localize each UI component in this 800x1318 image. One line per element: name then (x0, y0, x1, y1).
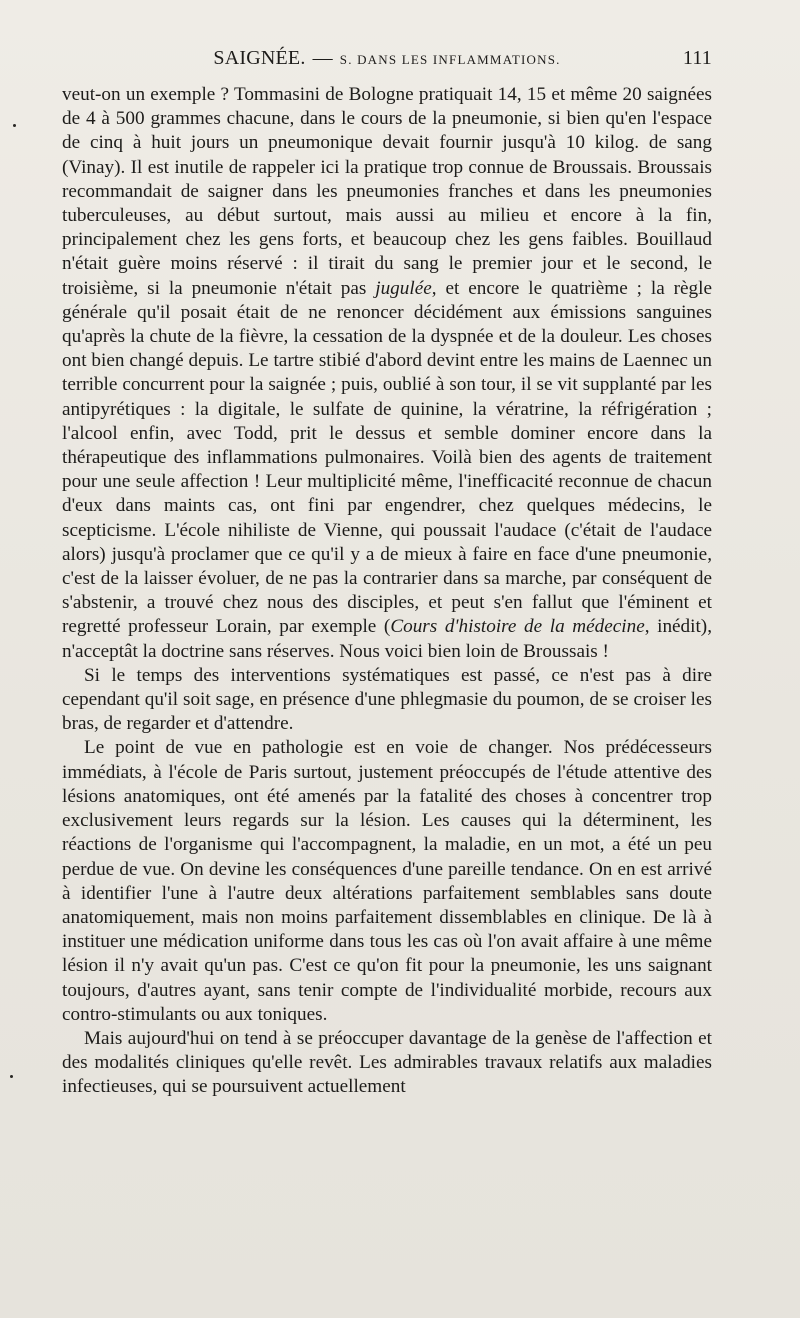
italic-run: jugulée (375, 277, 432, 299)
text-run: , inédit), n'acceptât la doctrine sans réserves. Nous voici bien loin de Broussais ! (62, 616, 712, 662)
margin-speck (10, 1075, 13, 1078)
running-head (62, 47, 712, 73)
page-number: 111 (682, 47, 712, 69)
paragraph-3 (62, 736, 712, 1026)
margin-speck (13, 124, 16, 127)
running-title-dash: — (312, 47, 333, 69)
text-run: Le point de vue en pathologie est en voie de changer. Nos prédécesseurs immédiats, à l'école de Paris surtout, justement préoccupés de l'étude attentive des lésions anatomiques, ont été amenés par la fatalité des choses à concentrer trop exclusivement leurs regards sur la lésion. Les causes qui la déterminent, les réactions de l'organisme qui l'accompagnent, la maladie, en un mot, a été un peu perdue de vue. On devine les conséquences d'une pareille tendance. On en est arrivé à identifier l'une à l'autre deux altérations parfaitement semblables sans doute anatomiquement, mais non moins parfaitement dissemblables en clinique. De là à instituer une médication uniforme dans tous les cas où l'on avait affaire à une même lésion il n'y avait qu'un pas. C'est ce qu'on fit pour la pneumonie, les uns saignant toujours, d'autres ayant, sans tenir compte de l'individualité morbide, recours aux contro-stimulants ou aux toniques. (62, 737, 712, 1025)
running-title-main: SAIGNÉE. (213, 47, 306, 69)
text-run: Mais aujourd'hui on tend à se préoccuper davantage de la genèse de l'affection et des modalités cliniques qu'elle revêt. Les admirables travaux relatifs aux maladies infectieuses, qui se poursuivent actuellement (62, 1027, 712, 1098)
paragraph-1 (62, 83, 712, 664)
body-text (62, 83, 712, 1100)
text-run: veut-on un exemple ? Tommasini de Bologne pratiquait 14, 15 et même 20 saignées de 4 à 500 grammes chacune, dans le cours de la pneumonie, si bien qu'en l'espace de cinq à huit jours un pneumonique devait fournir jusqu'à 10 kilog. de sang (Vinay). Il est inutile de rappeler ici la pratique trop connue de Broussais. Broussais recommandait de saigner dans les pneumonies franches et dans les pneumonies tuberculeuses, au début surtout, mais aussi au milieu et encore à la fin, principalement chez les gens forts, et beaucoup chez les gens faibles. Bouillaud n'était guère moins réservé : il tirait du sang le premier jour et le second, le troisième, si la pneumonie n'était pas (62, 84, 712, 299)
paragraph-4 (62, 1027, 712, 1100)
text-run: , et encore le quatrième ; la règle générale qu'il posait était de ne renoncer décidément aux émissions sanguines qu'après la chute de la fièvre, la cessation de la dyspnée et de la douleur. Les choses ont bien changé depuis. Le tartre stibié d'abord devint entre les mains de Laennec un terrible concurrent pour la saignée ; puis, oublié à son tour, il se vit supplanté par les antipyrétiques : la digitale, le sulfate de quinine, la vératrine, la réfrigération ; l'alcool enfin, avec Todd, prit le dessus et semble dominer encore dans la thérapeutique des inflammations pulmonaires. Voilà bien des agents de traitement pour une seule affection ! Leur multiplicité même, l'inefficacité reconnue de chacun d'eux dans maints cas, ont fini par engendrer, chez quelques médecins, le scepticisme. L'école nihiliste de Vienne, qui poussait l'audace (c'était de l'audace alors) jusqu'à proclamer que ce qu'il y a de mieux à faire en face d'une pneumonie, c'est de la laisser évoluer, de ne pas la contrarier dans sa marche, par conséquent de s'abstenir, a trouvé chez nous des disciples, et peut s'en fallut que l'éminent et regretté professeur Lorain, par exemple ( (62, 277, 712, 638)
running-title (62, 47, 712, 70)
running-title-sub: S. DANS LES INFLAMMATIONS. (339, 52, 561, 67)
italic-run: Cours d'histoire de la médecine (390, 616, 645, 638)
paragraph-2 (62, 664, 712, 737)
text-run: Si le temps des interventions systématiques est passé, ce n'est pas à dire cependant qu'il soit sage, en présence d'une phlegmasie du poumon, de se croiser les bras, de regarder et d'attendre. (62, 664, 712, 735)
